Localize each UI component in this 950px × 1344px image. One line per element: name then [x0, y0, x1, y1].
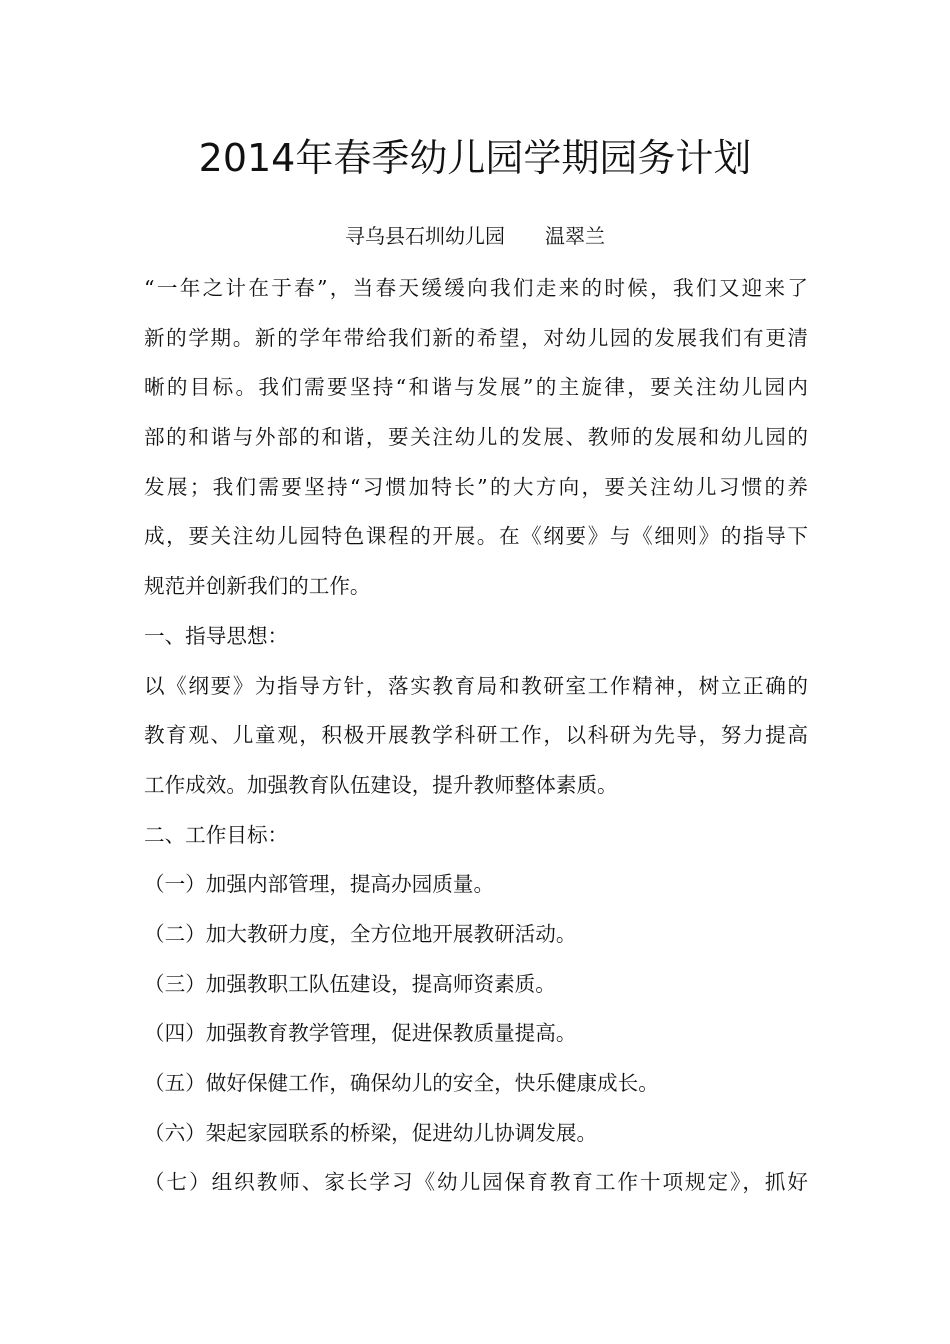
list-item: （六）架起家园联系的桥梁，促进幼儿协调发展。	[144, 1120, 598, 1145]
paragraph-line: 工作成效。加强教育队伍建设，提升教师整体素质。	[144, 772, 618, 797]
document-byline: 寻乌县石圳幼儿园 温翠兰	[345, 224, 605, 248]
list-item: （七）组织教师、家长学习《幼儿园保育教育工作十项规定》，抓好	[144, 1170, 808, 1195]
section-heading: 二、工作目标：	[144, 822, 289, 847]
list-item: （五）做好保健工作，确保幼儿的安全，快乐健康成长。	[144, 1071, 659, 1095]
paragraph-line: 教育观、儿童观，积极开展教学科研工作，以科研为先导，努力提高	[144, 723, 808, 748]
list-item: （三）加强教职工队伍建设，提高师资素质。	[144, 971, 556, 996]
list-item: （四）加强教育教学管理，促进保教质量提高。	[144, 1021, 577, 1046]
paragraph-line: 成，要关注幼儿园特色课程的开展。在《纲要》与《细则》的指导下	[144, 524, 808, 549]
list-item: （二）加大教研力度，全方位地开展教研活动。	[144, 921, 577, 946]
section-heading: 一、指导思想：	[144, 623, 289, 648]
paragraph-line: 新的学期。新的学年带给我们新的希望，对幼儿园的发展我们有更清	[144, 325, 808, 350]
paragraph-line: 以《纲要》为指导方针，落实教育局和教研室工作精神，树立正确的	[144, 673, 808, 698]
list-item: （一）加强内部管理，提高办园质量。	[144, 872, 495, 897]
paragraph-line: “一年之计在于春”，当春天缓缓向我们走来的时候，我们又迎来了	[144, 276, 808, 300]
paragraph-line: 发展；我们需要坚持“习惯加特长”的大方向，要关注幼儿习惯的养	[144, 474, 808, 499]
paragraph-line: 部的和谐与外部的和谐，要关注幼儿的发展、教师的发展和幼儿园的	[144, 425, 808, 450]
paragraph-line: 规范并创新我们的工作。	[144, 574, 371, 599]
document-body	[144, 264, 808, 1208]
document-title: 2014年春季幼儿园学期园务计划	[198, 136, 752, 180]
paragraph-line: 晰的目标。我们需要坚持“和谐与发展”的主旋律，要关注幼儿园内	[144, 375, 808, 400]
